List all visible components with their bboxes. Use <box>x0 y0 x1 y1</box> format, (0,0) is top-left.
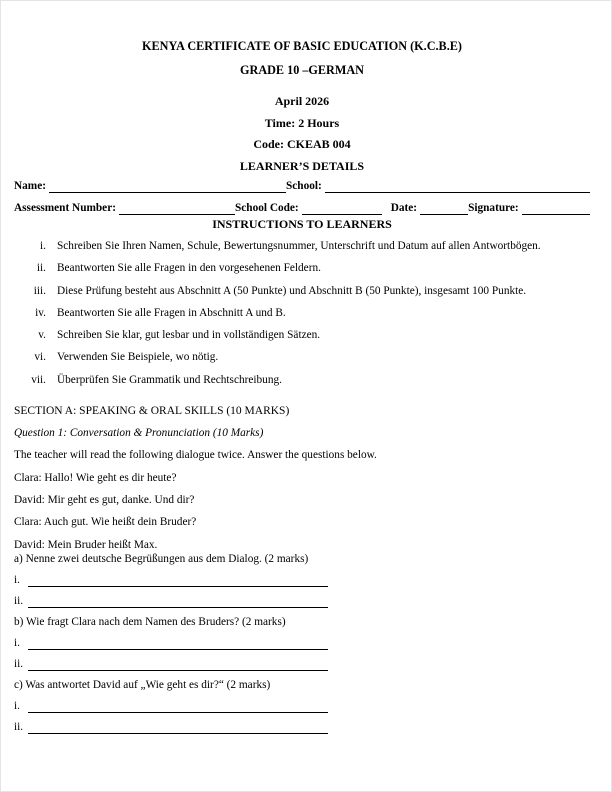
name-label: Name: <box>14 180 46 192</box>
question-title: Question 1: Conversation & Pronunciation (10 Marks) <box>14 427 264 440</box>
instruction-number: vi. <box>34 351 46 364</box>
answer-number: ii. <box>14 657 24 670</box>
instruction-number: iv. <box>35 306 46 319</box>
answer-blank-line <box>28 633 328 651</box>
instruction-number: i. <box>40 240 46 252</box>
instruction-number: iii. <box>33 284 46 297</box>
subquestion-b <box>14 612 590 675</box>
name-school-row <box>14 175 590 197</box>
assessment-number-label: Assessment Number: <box>14 202 116 214</box>
answer-line <box>14 591 590 612</box>
dialogue-line: David: Mein Bruder heißt Max. <box>14 538 158 551</box>
document-header <box>14 1 590 82</box>
instruction-text: Beantworten Sie alle Fragen in Abschnitt A und B. <box>57 306 286 319</box>
exam-title: KENYA CERTIFICATE OF BASIC EDUCATION (K.C.B.E) <box>142 39 462 53</box>
answer-line <box>14 570 590 591</box>
answer-line <box>14 633 590 654</box>
answer-number: i. <box>14 573 20 586</box>
subquestions-area <box>14 549 590 738</box>
instruction-text: Überprüfen Sie Grammatik und Rechtschreibung. <box>57 373 282 386</box>
learner-details-heading: LEARNER’S DETAILS <box>239 158 365 173</box>
date-blank-line <box>420 197 468 215</box>
answer-line <box>14 717 590 738</box>
instruction-item <box>14 257 590 279</box>
subquestion-prompt: c) Was antwortet David auf „Wie geht es dir?“ (2 marks) <box>14 678 271 691</box>
answer-number: i. <box>14 636 20 649</box>
exam-code: Code: CKEAB 004 <box>253 137 351 151</box>
answer-number: ii. <box>14 594 24 607</box>
instruction-number: ii. <box>36 262 46 275</box>
subquestion-prompt: a) Nenne zwei deutsche Begrüßungen aus dem Dialog. (2 marks) <box>14 552 309 565</box>
answer-blank-line <box>28 591 328 609</box>
answer-blank-line <box>28 696 328 714</box>
instruction-text: Verwenden Sie Beispiele, wo nötig. <box>57 351 219 364</box>
answer-number: i. <box>14 699 20 712</box>
instruction-text: Schreiben Sie klar, gut lesbar und in vollständigen Sätzen. <box>57 329 321 342</box>
dialogue-line: Clara: Auch gut. Wie heißt dein Bruder? <box>14 516 197 529</box>
instruction-text: Diese Prüfung besteht aus Abschnitt A (50 Punkte) und Abschnitt B (50 Punkte), insgesamt 100 Punkte. <box>57 284 527 297</box>
subquestion-a <box>14 549 590 612</box>
answer-number: ii. <box>14 720 24 733</box>
instruction-item <box>14 369 590 391</box>
instruction-item <box>14 280 590 302</box>
instruction-item <box>14 324 590 346</box>
instruction-text: Beantworten Sie alle Fragen in den vorgesehenen Feldern. <box>57 262 321 275</box>
exam-date: April 2026 <box>274 94 330 108</box>
answer-blank-line <box>28 654 328 672</box>
answer-blank-line <box>28 717 328 735</box>
question-intro: The teacher will read the following dialogue twice. Answer the questions below. <box>14 449 377 462</box>
school-blank-line <box>325 175 590 193</box>
section-a-heading: SECTION A: SPEAKING & ORAL SKILLS (10 MARKS) <box>14 405 290 418</box>
instruction-text: Schreiben Sie Ihren Namen, Schule, Bewertungsnummer, Unterschrift und Datum auf allen Antwortbögen. <box>57 240 541 252</box>
school-code-label: School Code: <box>234 202 299 214</box>
date-label: Date: <box>390 202 418 214</box>
exam-subtitle: GRADE 10 –GERMAN <box>240 63 364 77</box>
instruction-number: vii. <box>31 373 46 386</box>
dialogue-line: David: Mir geht es gut, danke. Und dir? <box>14 493 195 506</box>
instruction-item <box>14 235 590 257</box>
exam-time: Time: 2 Hours <box>264 115 340 130</box>
exam-meta <box>14 91 590 177</box>
instruction-item <box>14 302 590 324</box>
instruction-item <box>14 346 590 368</box>
answer-line <box>14 696 590 717</box>
question-1-block <box>14 422 590 556</box>
instruction-number: v. <box>38 329 46 342</box>
subquestion-prompt: b) Wie fragt Clara nach dem Namen des Bruders? (2 marks) <box>14 615 286 628</box>
answer-blank-line <box>28 570 328 588</box>
dialogue-line: Clara: Hallo! Wie geht es dir heute? <box>14 471 177 484</box>
answer-line <box>14 654 590 675</box>
name-blank-line <box>49 175 286 193</box>
school-label: School: <box>286 180 322 192</box>
subquestion-c <box>14 675 590 738</box>
instructions-heading: INSTRUCTIONS TO LEARNERS <box>212 217 392 231</box>
instructions-list <box>14 235 590 391</box>
signature-label: Signature: <box>468 202 519 214</box>
signature-blank-line <box>522 197 590 215</box>
